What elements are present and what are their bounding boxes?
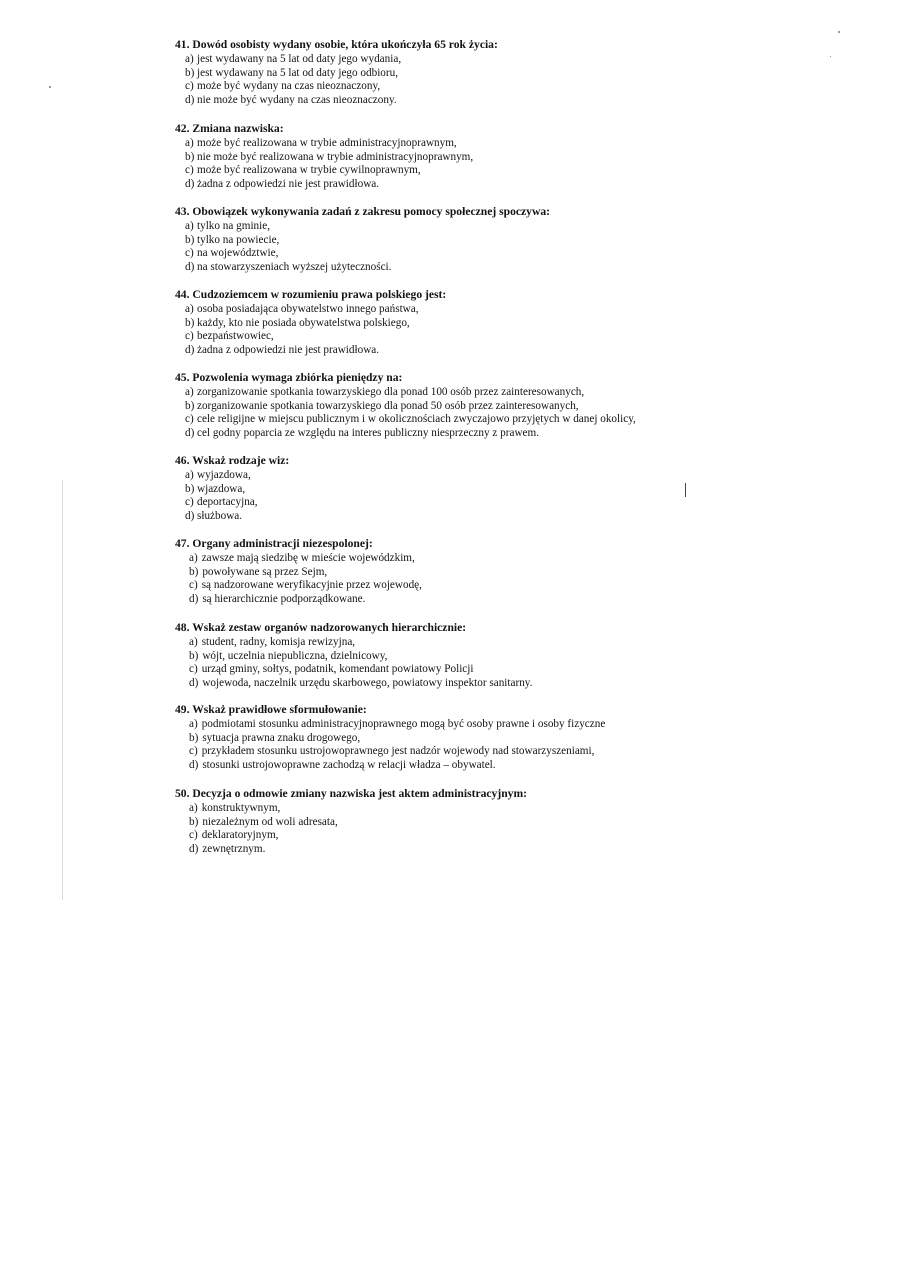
question-46 bbox=[175, 454, 735, 523]
answer-text: powoływane są przez Sejm, bbox=[202, 565, 328, 578]
answer-option bbox=[175, 427, 735, 441]
answer-letter: d) bbox=[189, 676, 199, 689]
answer-letter: a) bbox=[185, 220, 194, 232]
question-title bbox=[175, 703, 735, 717]
answer-text: żadna z odpowiedzi nie jest prawidłowa. bbox=[197, 177, 380, 190]
answer-option bbox=[175, 303, 735, 317]
answer-letter: a) bbox=[185, 469, 194, 481]
answer-text: może być wydany na czas nieoznaczony, bbox=[197, 80, 381, 93]
answer-option bbox=[175, 234, 735, 248]
answer-option bbox=[175, 178, 735, 192]
answer-option bbox=[175, 94, 735, 108]
answer-letter: b) bbox=[185, 150, 195, 163]
answer-text: może być realizowana w trybie administracyjnoprawnym, bbox=[197, 137, 457, 149]
answer-letter: a) bbox=[189, 636, 198, 648]
question-number: 49. bbox=[175, 703, 190, 716]
question-number: 50. bbox=[175, 787, 190, 800]
answer-list bbox=[175, 386, 735, 440]
question-title bbox=[175, 288, 735, 302]
answer-list bbox=[175, 718, 735, 772]
answer-text: sytuacja prawna znaku drogowego, bbox=[202, 731, 361, 744]
answer-option bbox=[175, 650, 735, 664]
answer-text: deklaratoryjnym, bbox=[201, 829, 279, 842]
answer-letter: c) bbox=[189, 663, 198, 676]
answer-option bbox=[175, 816, 735, 830]
answer-option bbox=[175, 510, 735, 524]
answer-option bbox=[175, 759, 735, 773]
answer-text: deportacyjna, bbox=[197, 496, 258, 509]
answer-letter: c) bbox=[185, 330, 194, 343]
question-text: Wskaż rodzaje wiz: bbox=[192, 454, 290, 467]
answer-text: urząd gminy, sołtys, podatnik, komendant powiatowy Policji bbox=[201, 663, 474, 676]
answer-letter: d) bbox=[185, 93, 195, 106]
answer-letter: c) bbox=[189, 579, 198, 592]
answer-option bbox=[175, 469, 735, 483]
question-text: Wskaż zestaw organów nadzorowanych hierarchicznie: bbox=[192, 621, 467, 634]
answer-text: zewnętrznym. bbox=[202, 842, 266, 855]
answer-option bbox=[175, 151, 735, 165]
answer-letter: b) bbox=[185, 316, 195, 329]
answer-text: wjazdowa, bbox=[197, 482, 246, 495]
question-number: 42. bbox=[175, 122, 190, 135]
question-text: Wskaż prawidłowe sformułowanie: bbox=[192, 703, 367, 716]
answer-text: osoba posiadająca obywatelstwo innego państwa, bbox=[197, 303, 419, 315]
question-text: Dowód osobisty wydany osobie, która ukończyła 65 rok życia: bbox=[192, 38, 498, 51]
scan-speck bbox=[838, 31, 840, 33]
question-41 bbox=[175, 38, 735, 107]
answer-option bbox=[175, 593, 735, 607]
question-45 bbox=[175, 371, 735, 440]
answer-option bbox=[175, 164, 735, 178]
answer-option bbox=[175, 802, 735, 816]
answer-letter: d) bbox=[189, 592, 199, 605]
answer-letter: c) bbox=[185, 80, 194, 93]
answer-text: każdy, kto nie posiada obywatelstwa polskiego, bbox=[197, 316, 410, 329]
answer-option bbox=[175, 413, 735, 427]
answer-option bbox=[175, 261, 735, 275]
question-number: 44. bbox=[175, 288, 190, 301]
answer-option bbox=[175, 552, 735, 566]
answer-option bbox=[175, 718, 735, 732]
answer-letter: d) bbox=[185, 343, 195, 356]
answer-letter: b) bbox=[185, 233, 195, 246]
answer-option bbox=[175, 579, 735, 593]
answer-letter: c) bbox=[189, 745, 198, 758]
answer-letter: b) bbox=[189, 649, 199, 662]
question-text: Obowiązek wykonywania zadań z zakresu pomocy społecznej spoczywa: bbox=[192, 205, 550, 218]
answer-text: służbowa. bbox=[197, 509, 243, 522]
question-number: 45. bbox=[175, 371, 190, 384]
answer-text: wójt, uczelnia niepubliczna, dzielnicowy, bbox=[202, 649, 388, 662]
answer-letter: c) bbox=[185, 164, 194, 177]
answer-list bbox=[175, 636, 735, 690]
answer-option bbox=[175, 53, 735, 67]
answer-option bbox=[175, 247, 735, 261]
answer-letter: d) bbox=[185, 509, 195, 522]
answer-letter: a) bbox=[185, 386, 194, 398]
answer-text: zorganizowanie spotkania towarzyskiego dla ponad 50 osób przez zainteresowanych, bbox=[197, 399, 579, 412]
question-number: 46. bbox=[175, 454, 190, 467]
answer-option bbox=[175, 344, 735, 358]
question-title bbox=[175, 371, 735, 385]
answer-text: konstruktywnym, bbox=[201, 802, 281, 814]
answer-list bbox=[175, 220, 735, 274]
answer-option bbox=[175, 663, 735, 677]
answer-text: na województwie, bbox=[197, 247, 279, 260]
answer-option bbox=[175, 496, 735, 510]
question-50 bbox=[175, 787, 735, 856]
answer-text: zorganizowanie spotkania towarzyskiego dla ponad 100 osób przez zainteresowanych, bbox=[197, 386, 585, 398]
question-title bbox=[175, 621, 735, 635]
answer-letter: d) bbox=[185, 426, 195, 439]
answer-letter: c) bbox=[189, 829, 198, 842]
question-title bbox=[175, 537, 735, 551]
scan-edge-line bbox=[62, 480, 63, 900]
answer-option bbox=[175, 317, 735, 331]
question-44 bbox=[175, 288, 735, 357]
answer-text: może być realizowana w trybie cywilnoprawnym, bbox=[197, 164, 421, 177]
answer-option bbox=[175, 483, 735, 497]
answer-text: student, radny, komisja rewizyjna, bbox=[201, 636, 356, 648]
question-43 bbox=[175, 205, 735, 274]
answer-option bbox=[175, 636, 735, 650]
answer-option bbox=[175, 829, 735, 843]
scan-speck bbox=[830, 56, 831, 57]
answer-text: są nadzorowane weryfikacyjnie przez wojewodę, bbox=[201, 579, 422, 592]
answer-option bbox=[175, 386, 735, 400]
answer-letter: b) bbox=[185, 399, 195, 412]
answer-letter: a) bbox=[189, 552, 198, 564]
answer-letter: b) bbox=[185, 66, 195, 79]
answer-option bbox=[175, 566, 735, 580]
question-title bbox=[175, 454, 735, 468]
answer-text: tylko na powiecie, bbox=[197, 233, 280, 246]
answer-text: zawsze mają siedzibę w mieście wojewódzkim, bbox=[201, 552, 415, 564]
answer-letter: a) bbox=[185, 303, 194, 315]
scan-speck bbox=[49, 86, 51, 88]
answer-text: żadna z odpowiedzi nie jest prawidłowa. bbox=[197, 343, 380, 356]
question-number: 47. bbox=[175, 537, 190, 550]
question-text: Zmiana nazwiska: bbox=[192, 122, 284, 135]
answer-text: wojewoda, naczelnik urzędu skarbowego, powiatowy inspektor sanitarny. bbox=[202, 676, 533, 689]
answer-letter: a) bbox=[189, 802, 198, 814]
question-42 bbox=[175, 122, 735, 191]
answer-text: są hierarchicznie podporządkowane. bbox=[202, 592, 366, 605]
answer-option bbox=[175, 732, 735, 746]
answer-option bbox=[175, 843, 735, 857]
answer-letter: b) bbox=[189, 815, 199, 828]
question-48 bbox=[175, 621, 735, 690]
answer-text: jest wydawany na 5 lat od daty jego wydania, bbox=[197, 53, 402, 65]
answer-letter: b) bbox=[189, 731, 199, 744]
answer-text: nie może być wydany na czas nieoznaczony. bbox=[197, 93, 397, 106]
answer-letter: c) bbox=[185, 247, 194, 260]
answer-letter: b) bbox=[185, 482, 195, 495]
question-49 bbox=[175, 703, 735, 772]
question-title bbox=[175, 122, 735, 136]
answer-list bbox=[175, 53, 735, 107]
answer-option bbox=[175, 137, 735, 151]
answer-option bbox=[175, 400, 735, 414]
answer-letter: a) bbox=[185, 137, 194, 149]
answer-text: stosunki ustrojowoprawne zachodzą w relacji władza – obywatel. bbox=[202, 758, 496, 771]
answer-text: nie może być realizowana w trybie administracyjnoprawnym, bbox=[197, 150, 474, 163]
answer-text: cel godny poparcia ze względu na interes publiczny niesprzeczny z prawem. bbox=[197, 426, 539, 439]
question-text: Pozwolenia wymaga zbiórka pieniędzy na: bbox=[192, 371, 403, 384]
answer-letter: d) bbox=[189, 758, 199, 771]
answer-letter: a) bbox=[189, 718, 198, 730]
answer-text: przykładem stosunku ustrojowoprawnego jest nadzór wojewody nad stowarzyszeniami, bbox=[201, 745, 595, 758]
question-number: 43. bbox=[175, 205, 190, 218]
answer-list bbox=[175, 137, 735, 191]
answer-text: jest wydawany na 5 lat od daty jego odbioru, bbox=[197, 66, 399, 79]
answer-letter: a) bbox=[185, 53, 194, 65]
answer-text: wyjazdowa, bbox=[197, 469, 251, 481]
answer-letter: d) bbox=[189, 842, 199, 855]
question-number: 41. bbox=[175, 38, 190, 51]
answer-option bbox=[175, 330, 735, 344]
answer-list bbox=[175, 552, 735, 606]
question-text: Cudzoziemcem w rozumieniu prawa polskiego jest: bbox=[192, 288, 447, 301]
answer-text: na stowarzyszeniach wyższej użyteczności. bbox=[197, 260, 392, 273]
answer-text: bezpaństwowiec, bbox=[197, 330, 274, 343]
answer-option bbox=[175, 67, 735, 81]
question-text: Decyzja o odmowie zmiany nazwiska jest aktem administracyjnym: bbox=[192, 787, 527, 800]
answer-option bbox=[175, 677, 735, 691]
answer-text: niezależnym od woli adresata, bbox=[202, 815, 338, 828]
question-47 bbox=[175, 537, 735, 606]
answer-letter: c) bbox=[185, 413, 194, 426]
answer-letter: b) bbox=[189, 565, 199, 578]
answer-letter: d) bbox=[185, 260, 195, 273]
answer-option bbox=[175, 80, 735, 94]
question-text: Organy administracji niezespolonej: bbox=[192, 537, 373, 550]
question-number: 48. bbox=[175, 621, 190, 634]
question-title bbox=[175, 38, 735, 52]
question-title bbox=[175, 787, 735, 801]
answer-letter: d) bbox=[185, 177, 195, 190]
question-title bbox=[175, 205, 735, 219]
answer-option bbox=[175, 220, 735, 234]
answer-list bbox=[175, 469, 735, 523]
answer-list bbox=[175, 802, 735, 856]
answer-list bbox=[175, 303, 735, 357]
answer-text: tylko na gminie, bbox=[197, 220, 271, 232]
answer-text: cele religijne w miejscu publicznym i w okolicznościach zwyczajowo przyjętych w danej okolicy, bbox=[197, 413, 636, 426]
answer-option bbox=[175, 745, 735, 759]
answer-letter: c) bbox=[185, 496, 194, 509]
answer-text: podmiotami stosunku administracyjnoprawnego mogą być osoby prawne i osoby fizyczne bbox=[201, 718, 606, 730]
